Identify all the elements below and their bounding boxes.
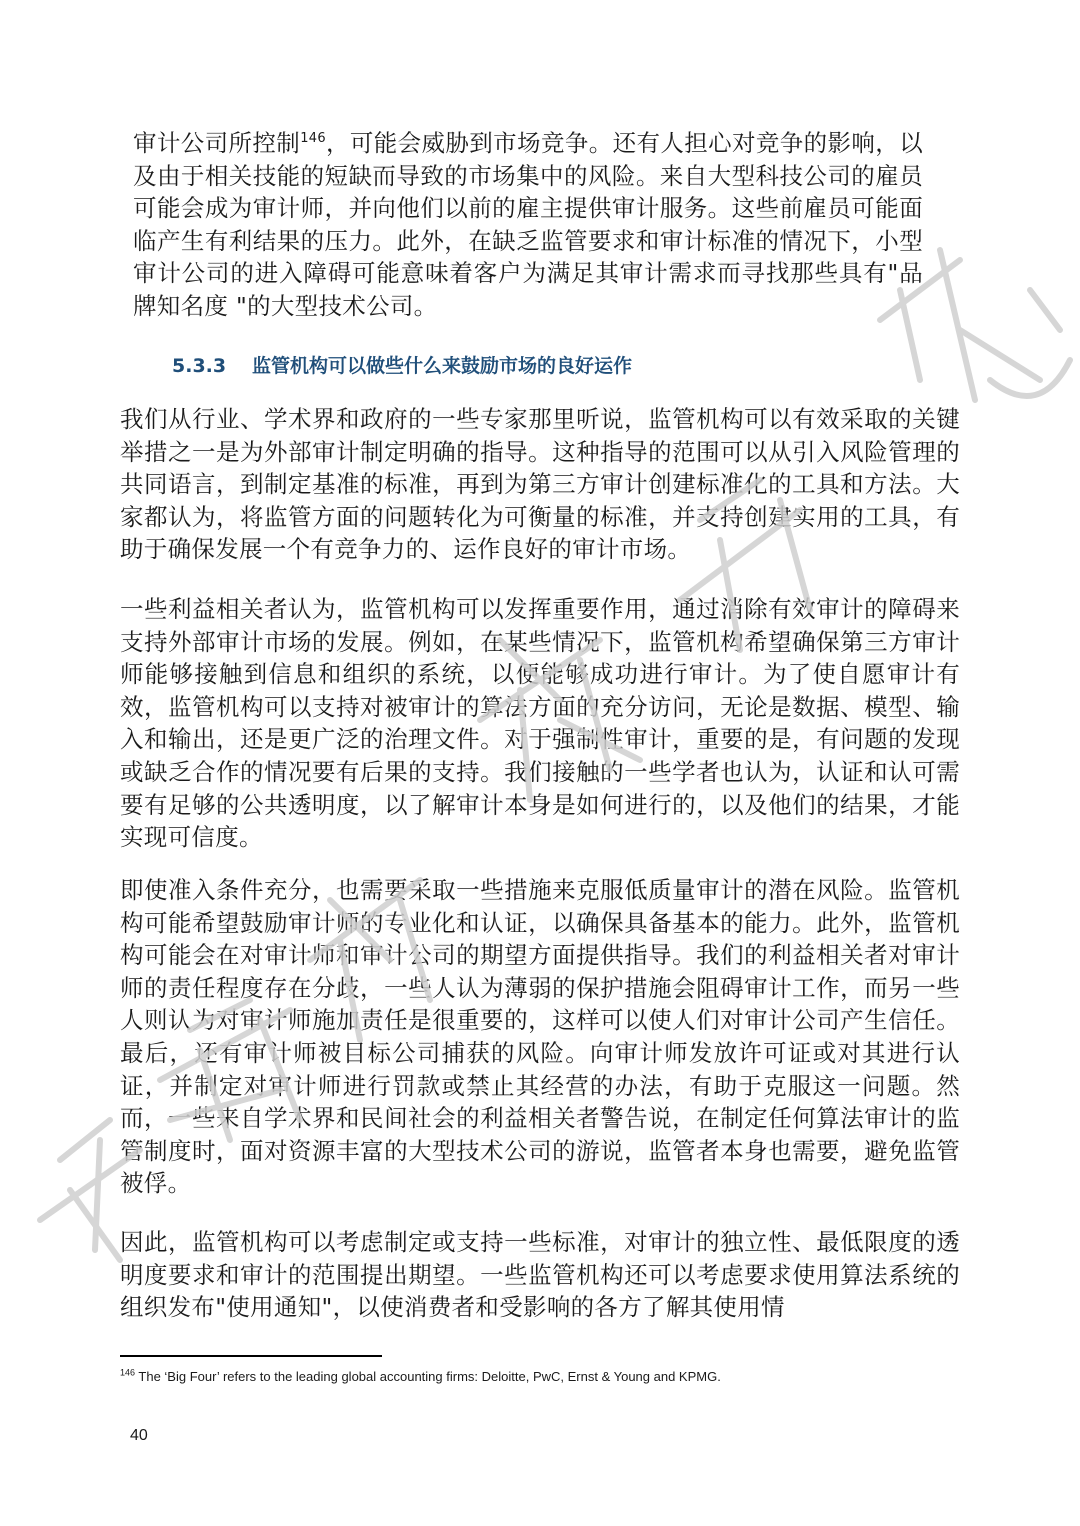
footnote	[120, 1369, 721, 1384]
footnote-separator	[120, 1355, 382, 1357]
page-number: 40	[130, 1427, 148, 1444]
paragraph-intro-text-a: 审计公司所控制	[133, 129, 301, 157]
section-number: 5.3.3	[172, 355, 227, 377]
paragraph-1: 我们从行业、学术界和政府的一些专家那里听说，监管机构可以有效采取的关键举措之一是为外部审计制定明确的指导。这种指导的范围可以从引入风险管理的共同语言，到制定基准的标准，再到为第三方审计创建标准化的工具和方法。大家都认为，将监管方面的问题转化为可衡量的标准，并支持创建实用的工具，有助于确保发展一个有竞争力的、运作良好的审计市场。	[120, 405, 960, 564]
paragraph-intro-text-b: ，可能会威胁到市场竞争。还有人担心对竞争的影响，以及由于相关技能的短缺而导致的市场集中的风险。来自大型科技公司的雇员可能会成为审计师，并向他们以前的雇主提供审计服务。这些前雇员可能面临产生有利结果的压力。此外，在缺乏监管要求和审计标准的情况下，小型审计公司的进入障碍可能意味着客户为满足其审计需求而寻找那些具有"品牌知名度 "的大型技术公司。	[133, 129, 923, 320]
footnote-reference[interactable]: 146	[300, 131, 326, 147]
paragraph-intro	[133, 127, 923, 323]
paragraph-4: 因此，监管机构可以考虑制定或支持一些标准，对审计的独立性、最低限度的透明度要求和审计的范围提出期望。一些监管机构还可以考虑要求使用算法系统的组织发布"使用通知"，以使消费者和受影响的各方了解其使用情	[120, 1228, 960, 1322]
paragraph-2: 一些利益相关者认为，监管机构可以发挥重要作用，通过消除有效审计的障碍来支持外部审计市场的发展。例如，在某些情况下，监管机构希望确保第三方审计师能够接触到信息和组织的系统，以便能够成功进行审计。为了使自愿审计有效，监管机构可以支持对被审计的算法方面的充分访问，无论是数据、模型、输入和输出，还是更广泛的治理文件。对于强制性审计，重要的是，有问题的发现或缺乏合作的情况要有后果的支持。我们接触的一些学者也认为，认证和认可需要有足够的公共透明度，以了解审计本身是如何进行的，以及他们的结果，才能实现可信度。	[120, 595, 960, 852]
footnote-marker: 146	[120, 1367, 136, 1378]
section-heading	[172, 351, 632, 378]
footnote-text: The ‘Big Four’ refers to the leading global accounting firms: Deloitte, PwC, Ernst & Young and KPMG.	[135, 1369, 721, 1384]
section-title: 监管机构可以做些什么来鼓励市场的良好运作	[252, 355, 633, 377]
paragraph-3: 即使准入条件充分，也需要采取一些措施来克服低质量审计的潜在风险。监管机构可能希望鼓励审计师的专业化和认证，以确保具备基本的能力。此外，监管机构可能会在对审计师和审计公司的期望方面提供指导。我们的利益相关者对审计师的责任程度存在分歧，一些人认为薄弱的保护措施会阻碍审计工作，而另一些人则认为对审计师施加责任是很重要的，这样可以使人们对审计公司产生信任。最后，还有审计师被目标公司捕获的风险。向审计师发放许可证或对其进行认证，并制定对审计师进行罚款或禁止其经营的办法，有助于克服这一问题。然而，一些来自学术界和民间社会的利益相关者警告说，在制定任何算法审计的监管制度时，面对资源丰富的大型技术公司的游说，监管者本身也需要，避免监管被俘。	[120, 876, 960, 1198]
